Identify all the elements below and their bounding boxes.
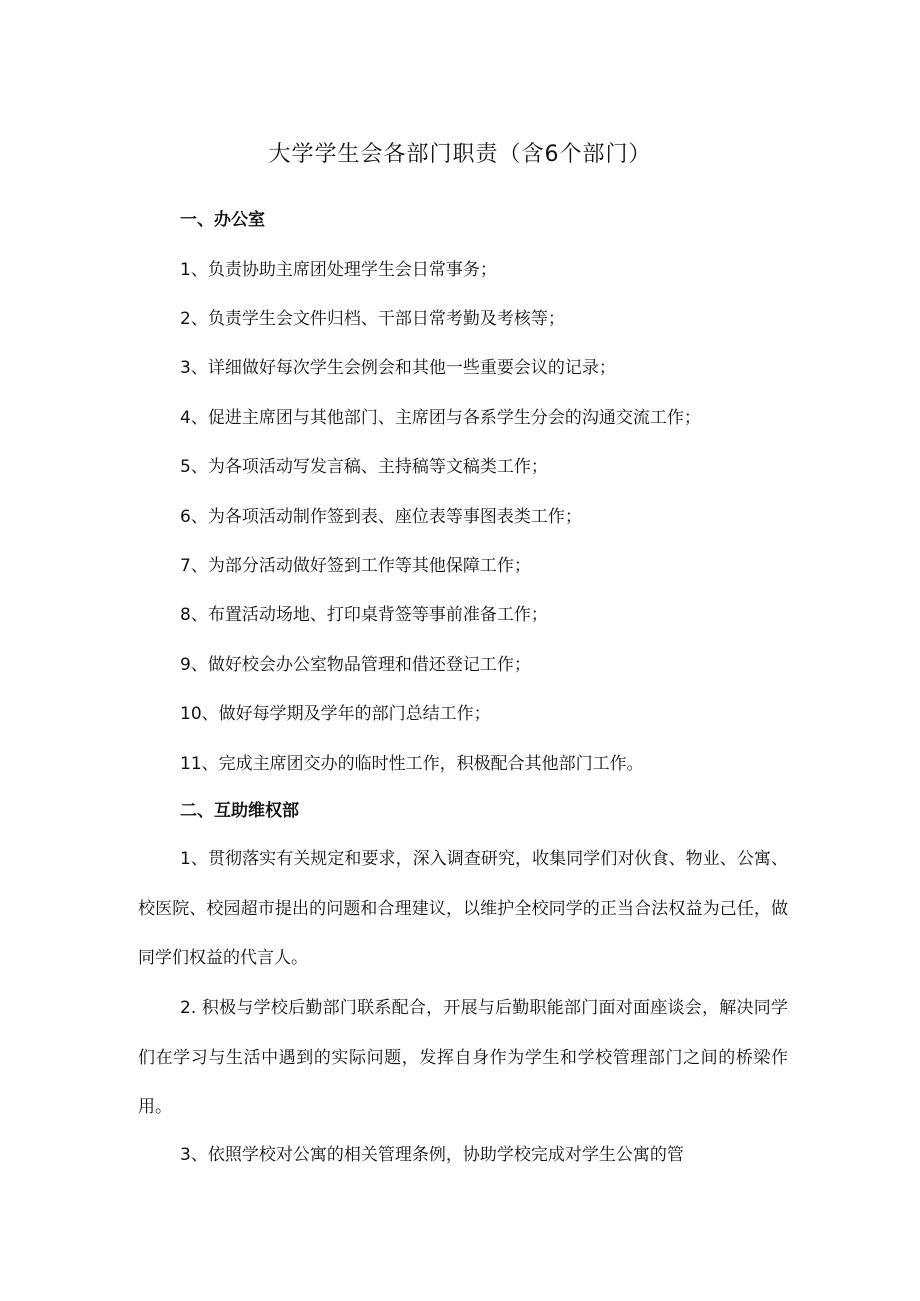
list-item: 5、为各项活动写发言稿、主持稿等文稿类工作； bbox=[180, 457, 548, 477]
list-item: 6、为各项活动制作签到表、座位表等事图表类工作； bbox=[180, 507, 582, 527]
section-heading-office: 一、办公室 bbox=[180, 210, 265, 230]
list-item: 11、完成主席团交办的临时性工作，积极配合其他部门工作。 bbox=[180, 754, 644, 774]
list-item: 3、详细做好每次学生会例会和其他一些重要会议的记录； bbox=[180, 358, 616, 378]
list-item: 1、负责协助主席团处理学生会日常事务； bbox=[180, 260, 497, 280]
list-item: 8、布置活动场地、打印桌背签等事前准备工作； bbox=[180, 605, 548, 625]
list-item: 2、负责学生会文件归档、干部日常考勤及考核等； bbox=[180, 309, 565, 329]
paragraph: 2. 积极与学校后勤部门联系配合，开展与后勤职能部门面对面座谈会，解决同学们在学习与生活中遇到的实际问题，发挥自身作为学生和学校管理部门之间的桥梁作用。 bbox=[138, 998, 788, 1117]
section-heading-rights: 二、互助维权部 bbox=[180, 801, 299, 821]
paragraph: 3、依照学校对公寓的相关管理条例，协助学校完成对学生公寓的管 bbox=[180, 1145, 684, 1165]
list-item: 7、为部分活动做好签到工作等其他保障工作； bbox=[180, 556, 531, 576]
list-item: 10、做好每学期及学年的部门总结工作； bbox=[180, 704, 491, 724]
document-title: 大学学生会各部门职责（含6个部门） bbox=[268, 142, 652, 167]
list-item: 9、做好校会办公室物品管理和借还登记工作； bbox=[180, 655, 531, 675]
paragraph: 1、贯彻落实有关规定和要求，深入调查研究，收集同学们对伙食、物业、公寓、校医院、校园超市提出的问题和合理建议，以维护全校同学的正当合法权益为己任，做同学们权益的代言人。 bbox=[138, 849, 788, 968]
list-item: 4、促进主席团与其他部门、主席团与各系学生分会的沟通交流工作； bbox=[180, 408, 701, 428]
